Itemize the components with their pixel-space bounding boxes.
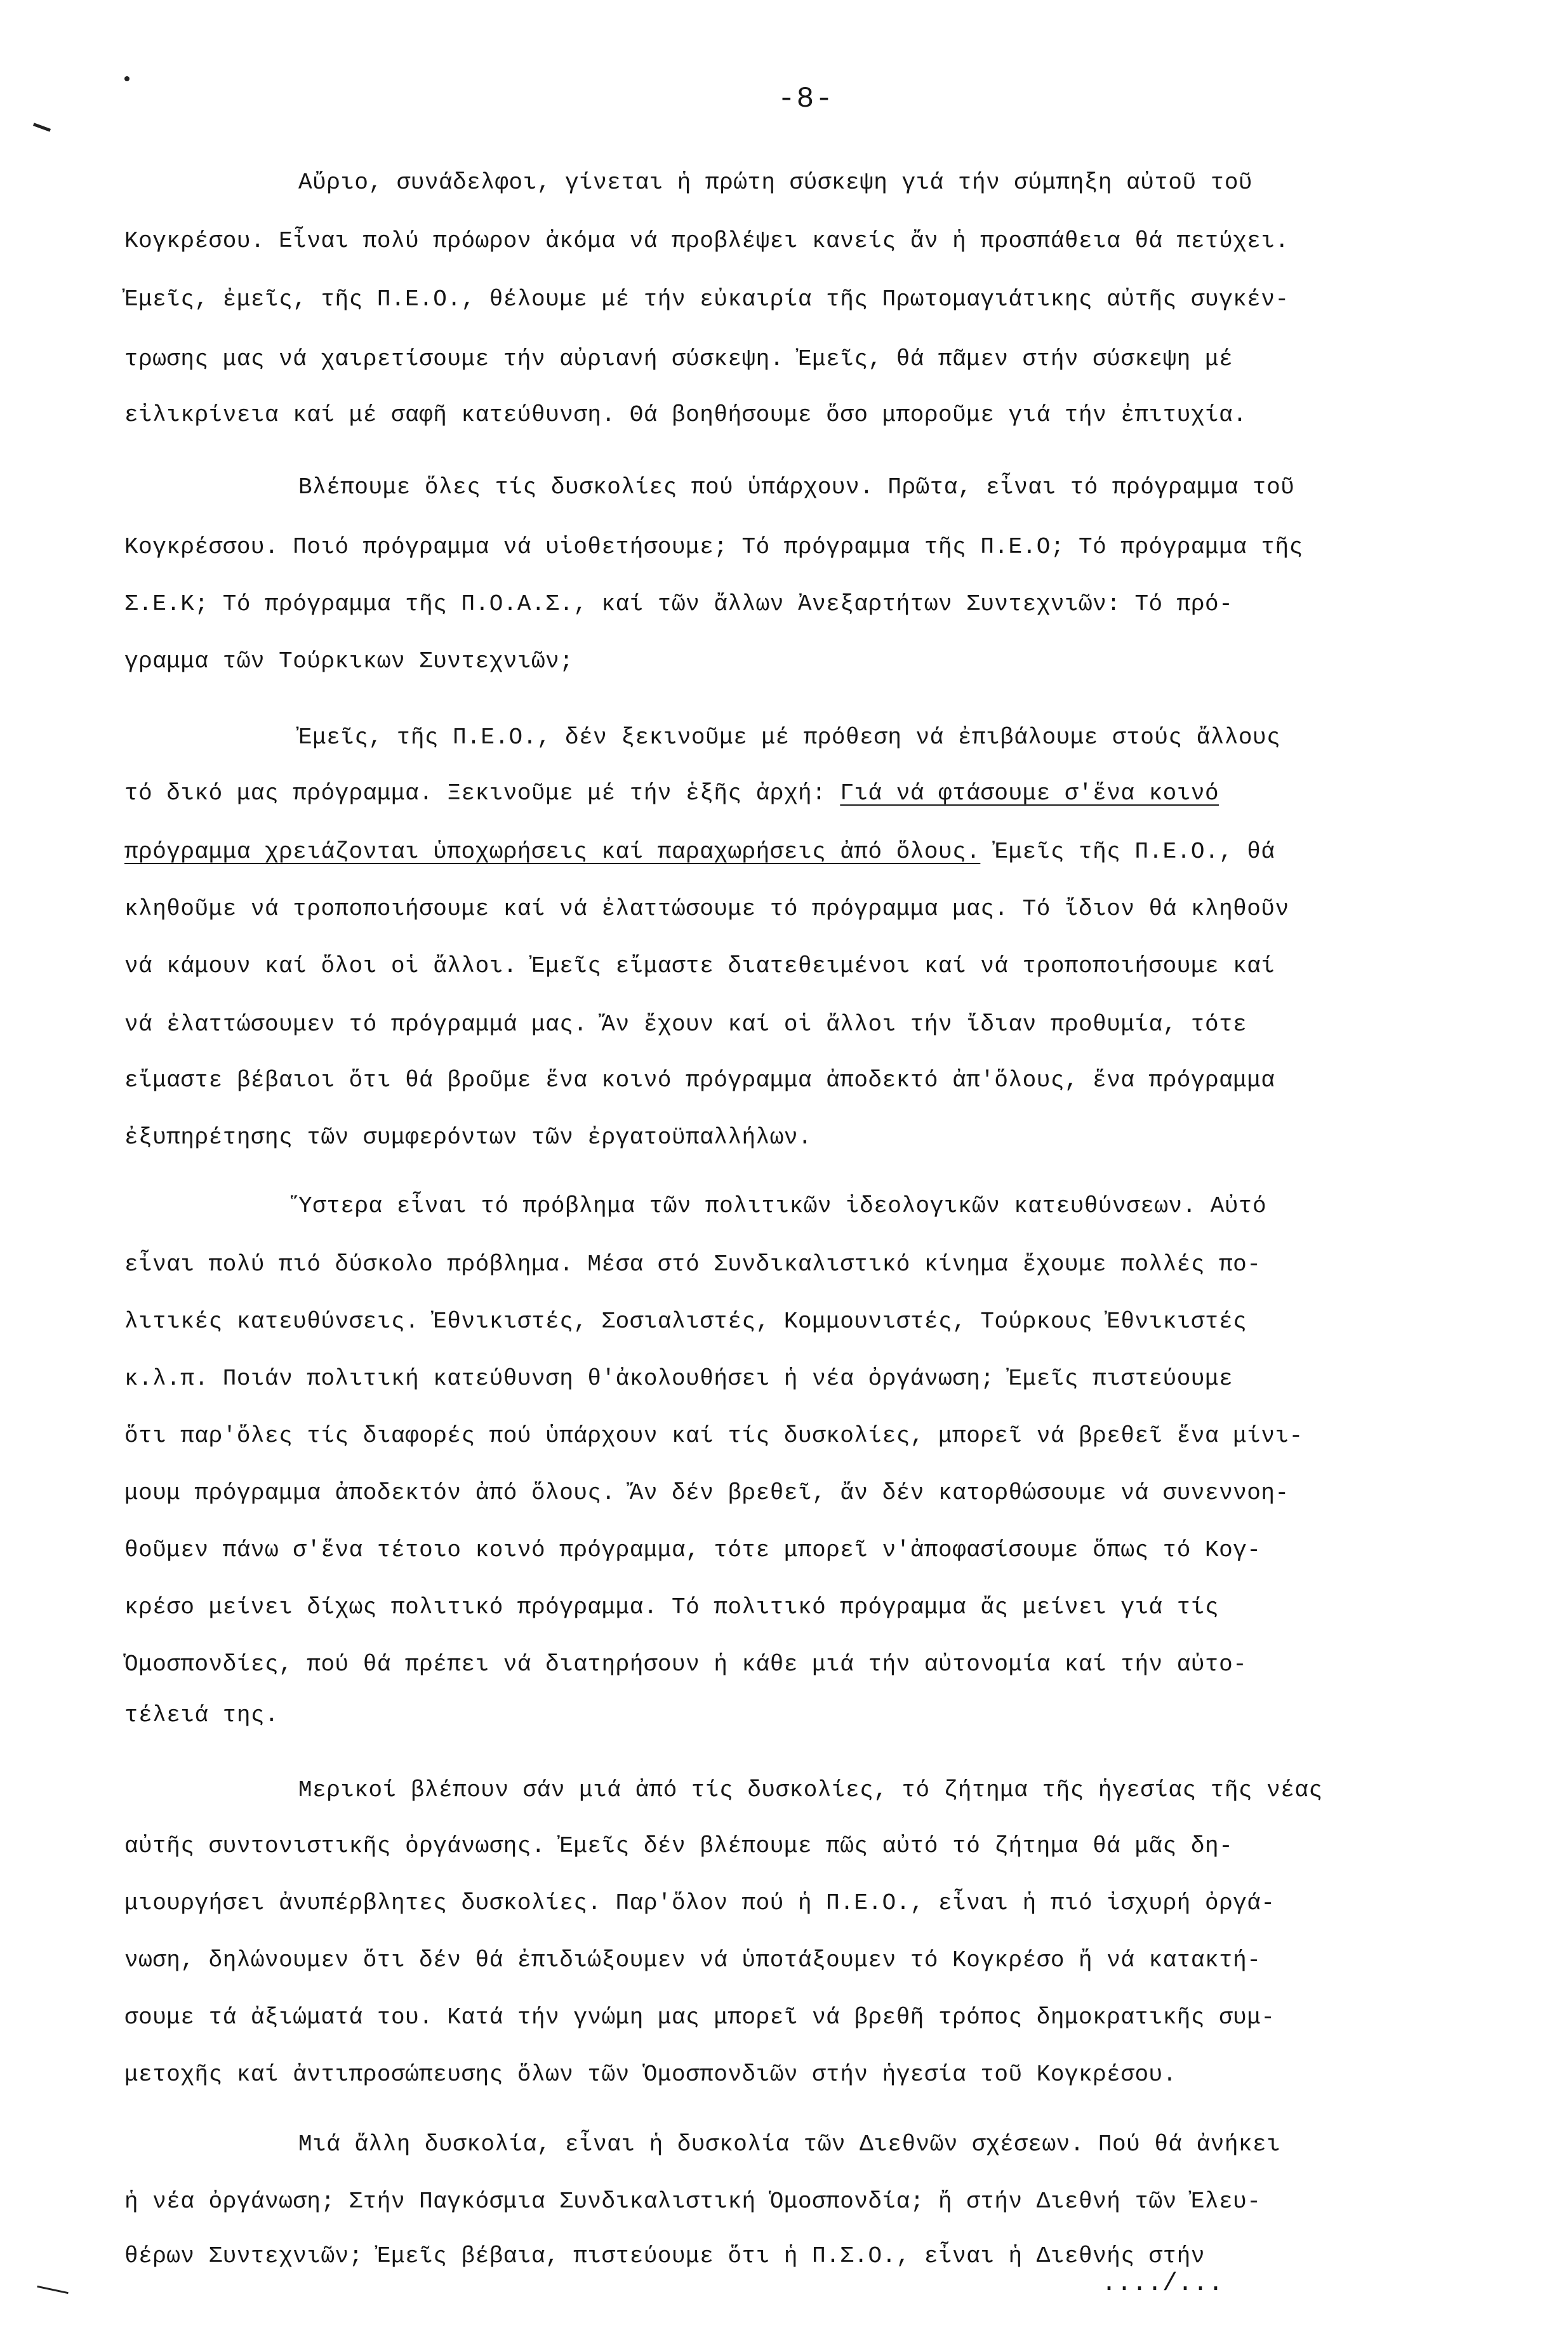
text-line: Ἐμεῖς, τῆς Π.Ε.Ο., δέν ξεκινοῦμε μέ πρόθεση νά ἐπιβάλουμε στούς ἄλλους	[298, 724, 1281, 750]
text-segment: Ἐμεῖς τῆς Π.Ε.Ο., θά	[994, 839, 1275, 865]
text-segment: τό δικό μας πρόγραμμα. Ξεκινοῦμε μέ τήν ἑξῆς ἀρχή:	[124, 780, 827, 806]
text-line: νά ἐλαττώσουμεν τό πρόγραμμά μας. Ἄν ἔχουν καί οἱ ἄλλοι τήν ἴδιαν προθυμία, τότε	[124, 1011, 1247, 1037]
text-line: Αὔριο, συνάδελφοι, γίνεται ἡ πρώτη σύσκεψη γιά τήν σύμπηξη αὐτοῦ τοῦ	[298, 170, 1253, 196]
text-line: Μιά ἄλλη δυσκολία, εἶναι ἡ δυσκολία τῶν Διεθνῶν σχέσεων. Πού θά ἀνήκει	[298, 2131, 1281, 2157]
margin-mark	[124, 76, 130, 81]
text-line: Ἐμεῖς, ἐμεῖς, τῆς Π.Ε.Ο., θέλουμε μέ τήν εὐκαιρία τῆς Πρωτομαγιάτικης αὐτῆς συγκέν-	[124, 286, 1289, 312]
text-line: Βλέπουμε ὅλες τίς δυσκολίες πού ὑπάρχουν. Πρῶτα, εἶναι τό πρόγραμμα τοῦ	[298, 474, 1295, 500]
text-line: νά κάμουν καί ὅλοι οἱ ἄλλοι. Ἐμεῖς εἴμαστε διατεθειμένοι καί νά τροποποιήσουμε καί	[124, 953, 1275, 979]
text-line: Κογκρέσσου. Ποιό πρόγραμμα νά υἱοθετήσουμε; Τό πρόγραμμα τῆς Π.Ε.Ο; Τό πρόγραμμα τῆς	[124, 534, 1303, 560]
text-line: Σ.Ε.Κ; Τό πρόγραμμα τῆς Π.Ο.Α.Σ., καί τῶν ἄλλων Ἀνεξαρτήτων Συντεχνιῶν: Τό πρό-	[124, 591, 1233, 617]
text-line: Ὁμοσπονδίες, πού θά πρέπει νά διατηρήσουν ἡ κάθε μιά τήν αὐτονομία καί τήν αὐτο-	[124, 1651, 1247, 1677]
underlined-text: Γιά νά φτάσουμε σ'ἕνα κοινό	[840, 780, 1219, 806]
text-line: μιουργήσει ἀνυπέρβλητες δυσκολίες. Παρ'ὅλον πού ἡ Π.Ε.Ο., εἶναι ἡ πιό ἰσχυρή ὀργά-	[124, 1890, 1275, 1916]
margin-mark	[37, 2286, 69, 2294]
text-line: θέρων Συντεχνιῶν; Ἐμεῖς βέβαια, πιστεύουμε ὅτι ἡ Π.Σ.Ο., εἶναι ἡ Διεθνής στήν	[124, 2243, 1205, 2269]
text-line: κ.λ.π. Ποιάν πολιτική κατεύθυνση θ'ἀκολουθήσει ἡ νέα ὀργάνωση; Ἐμεῖς πιστεύουμε	[124, 1366, 1233, 1392]
underlined-text: πρόγραμμα χρειάζονται ὑποχωρήσεις καί παραχωρήσεις ἀπό ὅλους.	[124, 839, 981, 865]
text-line: Κογκρέσου. Εἶναι πολύ πρόωρον ἀκόμα νά προβλέψει κανείς ἄν ἡ προσπάθεια θά πετύχει.	[124, 228, 1289, 254]
text-line: μουμ πρόγραμμα ἀποδεκτόν ἀπό ὅλους. Ἄν δέν βρεθεῖ, ἄν δέν κατορθώσουμε νά συνεννοη-	[124, 1480, 1289, 1506]
margin-mark	[33, 123, 51, 131]
text-line: μετοχῆς καί ἀντιπροσώπευσης ὅλων τῶν Ὁμοσπονδιῶν στήν ἡγεσία τοῦ Κογκρέσου.	[124, 2061, 1177, 2088]
text-line: ἐξυπηρέτησης τῶν συμφερόντων τῶν ἐργατοϋπαλλήλων.	[124, 1124, 813, 1150]
text-line: θοῦμεν πάνω σ'ἕνα τέτοιο κοινό πρόγραμμα, τότε μπορεῖ ν'ἀποφασίσουμε ὅπως τό Κογ-	[124, 1537, 1261, 1563]
text-line: σουμε τά ἀξιώματά του. Κατά τήν γνώμη μας μπορεῖ νά βρεθῆ τρόπος δημοκρατικῆς συμ-	[124, 2004, 1275, 2030]
text-line: κρέσο μείνει δίχως πολιτικό πρόγραμμα. Τό πολιτικό πρόγραμμα ἄς μείνει γιά τίς	[124, 1594, 1219, 1620]
text-line: γραμμα τῶν Τούρκικων Συντεχνιῶν;	[124, 648, 574, 674]
text-line: λιτικές κατευθύνσεις. Ἐθνικιστές, Σοσιαλιστές, Κομμουνιστές, Τούρκους Ἐθνικιστές	[124, 1309, 1247, 1335]
text-line: εἴμαστε βέβαιοι ὅτι θά βροῦμε ἕνα κοινό πρόγραμμα ἀποδεκτό ἀπ'ὅλους, ἕνα πρόγραμμα	[124, 1067, 1275, 1093]
text-line: ὅτι παρ'ὅλες τίς διαφορές πού ὑπάρχουν καί τίς δυσκολίες, μπορεῖ νά βρεθεῖ ἕνα μίνι-	[124, 1423, 1303, 1449]
text-line: εἶναι πολύ πιό δύσκολο πρόβλημα. Μέσα στό Συνδικαλιστικό κίνημα ἔχουμε πολλές πο-	[124, 1251, 1261, 1277]
continuation-marker: ..../...	[1101, 2270, 1224, 2298]
page-number: -8-	[778, 83, 834, 116]
text-line: ἡ νέα ὀργάνωση; Στήν Παγκόσμια Συνδικαλιστική Ὁμοσπονδία; ἤ στήν Διεθνή τῶν Ἐλευ-	[124, 2188, 1261, 2214]
text-line: τέλειά της.	[124, 1702, 279, 1728]
text-line	[124, 775, 1219, 813]
text-line	[124, 833, 1275, 871]
text-line: εἰλικρίνεια καί μέ σαφῆ κατεύθυνση. Θά βοηθήσουμε ὅσο μποροῦμε γιά τήν ἐπιτυχία.	[124, 402, 1247, 428]
text-line: τρωσης μας νά χαιρετίσουμε τήν αὐριανή σύσκεψη. Ἐμεῖς, θά πᾶμεν στήν σύσκεψη μέ	[124, 346, 1233, 372]
text-line: Μερικοί βλέπουν σάν μιά ἀπό τίς δυσκολίες, τό ζήτημα τῆς ἡγεσίας τῆς νέας	[298, 1777, 1323, 1803]
text-line: κληθοῦμε νά τροποποιήσουμε καί νά ἐλαττώσουμε τό πρόγραμμα μας. Τό ἴδιον θά κληθοῦν	[124, 896, 1289, 922]
text-line: νωση, δηλώνουμεν ὅτι δέν θά ἐπιδιώξουμεν νά ὑποτάξουμεν τό Κογκρέσο ἤ νά κατακτή-	[124, 1947, 1261, 1973]
text-line: Ὕστερα εἶναι τό πρόβλημα τῶν πολιτικῶν ἰδεολογικῶν κατευθύνσεων. Αὐτό	[298, 1193, 1267, 1219]
text-line: αὐτῆς συντονιστικῆς ὀργάνωσης. Ἐμεῖς δέν βλέπουμε πῶς αὐτό τό ζήτημα θά μᾶς δη-	[124, 1833, 1233, 1859]
